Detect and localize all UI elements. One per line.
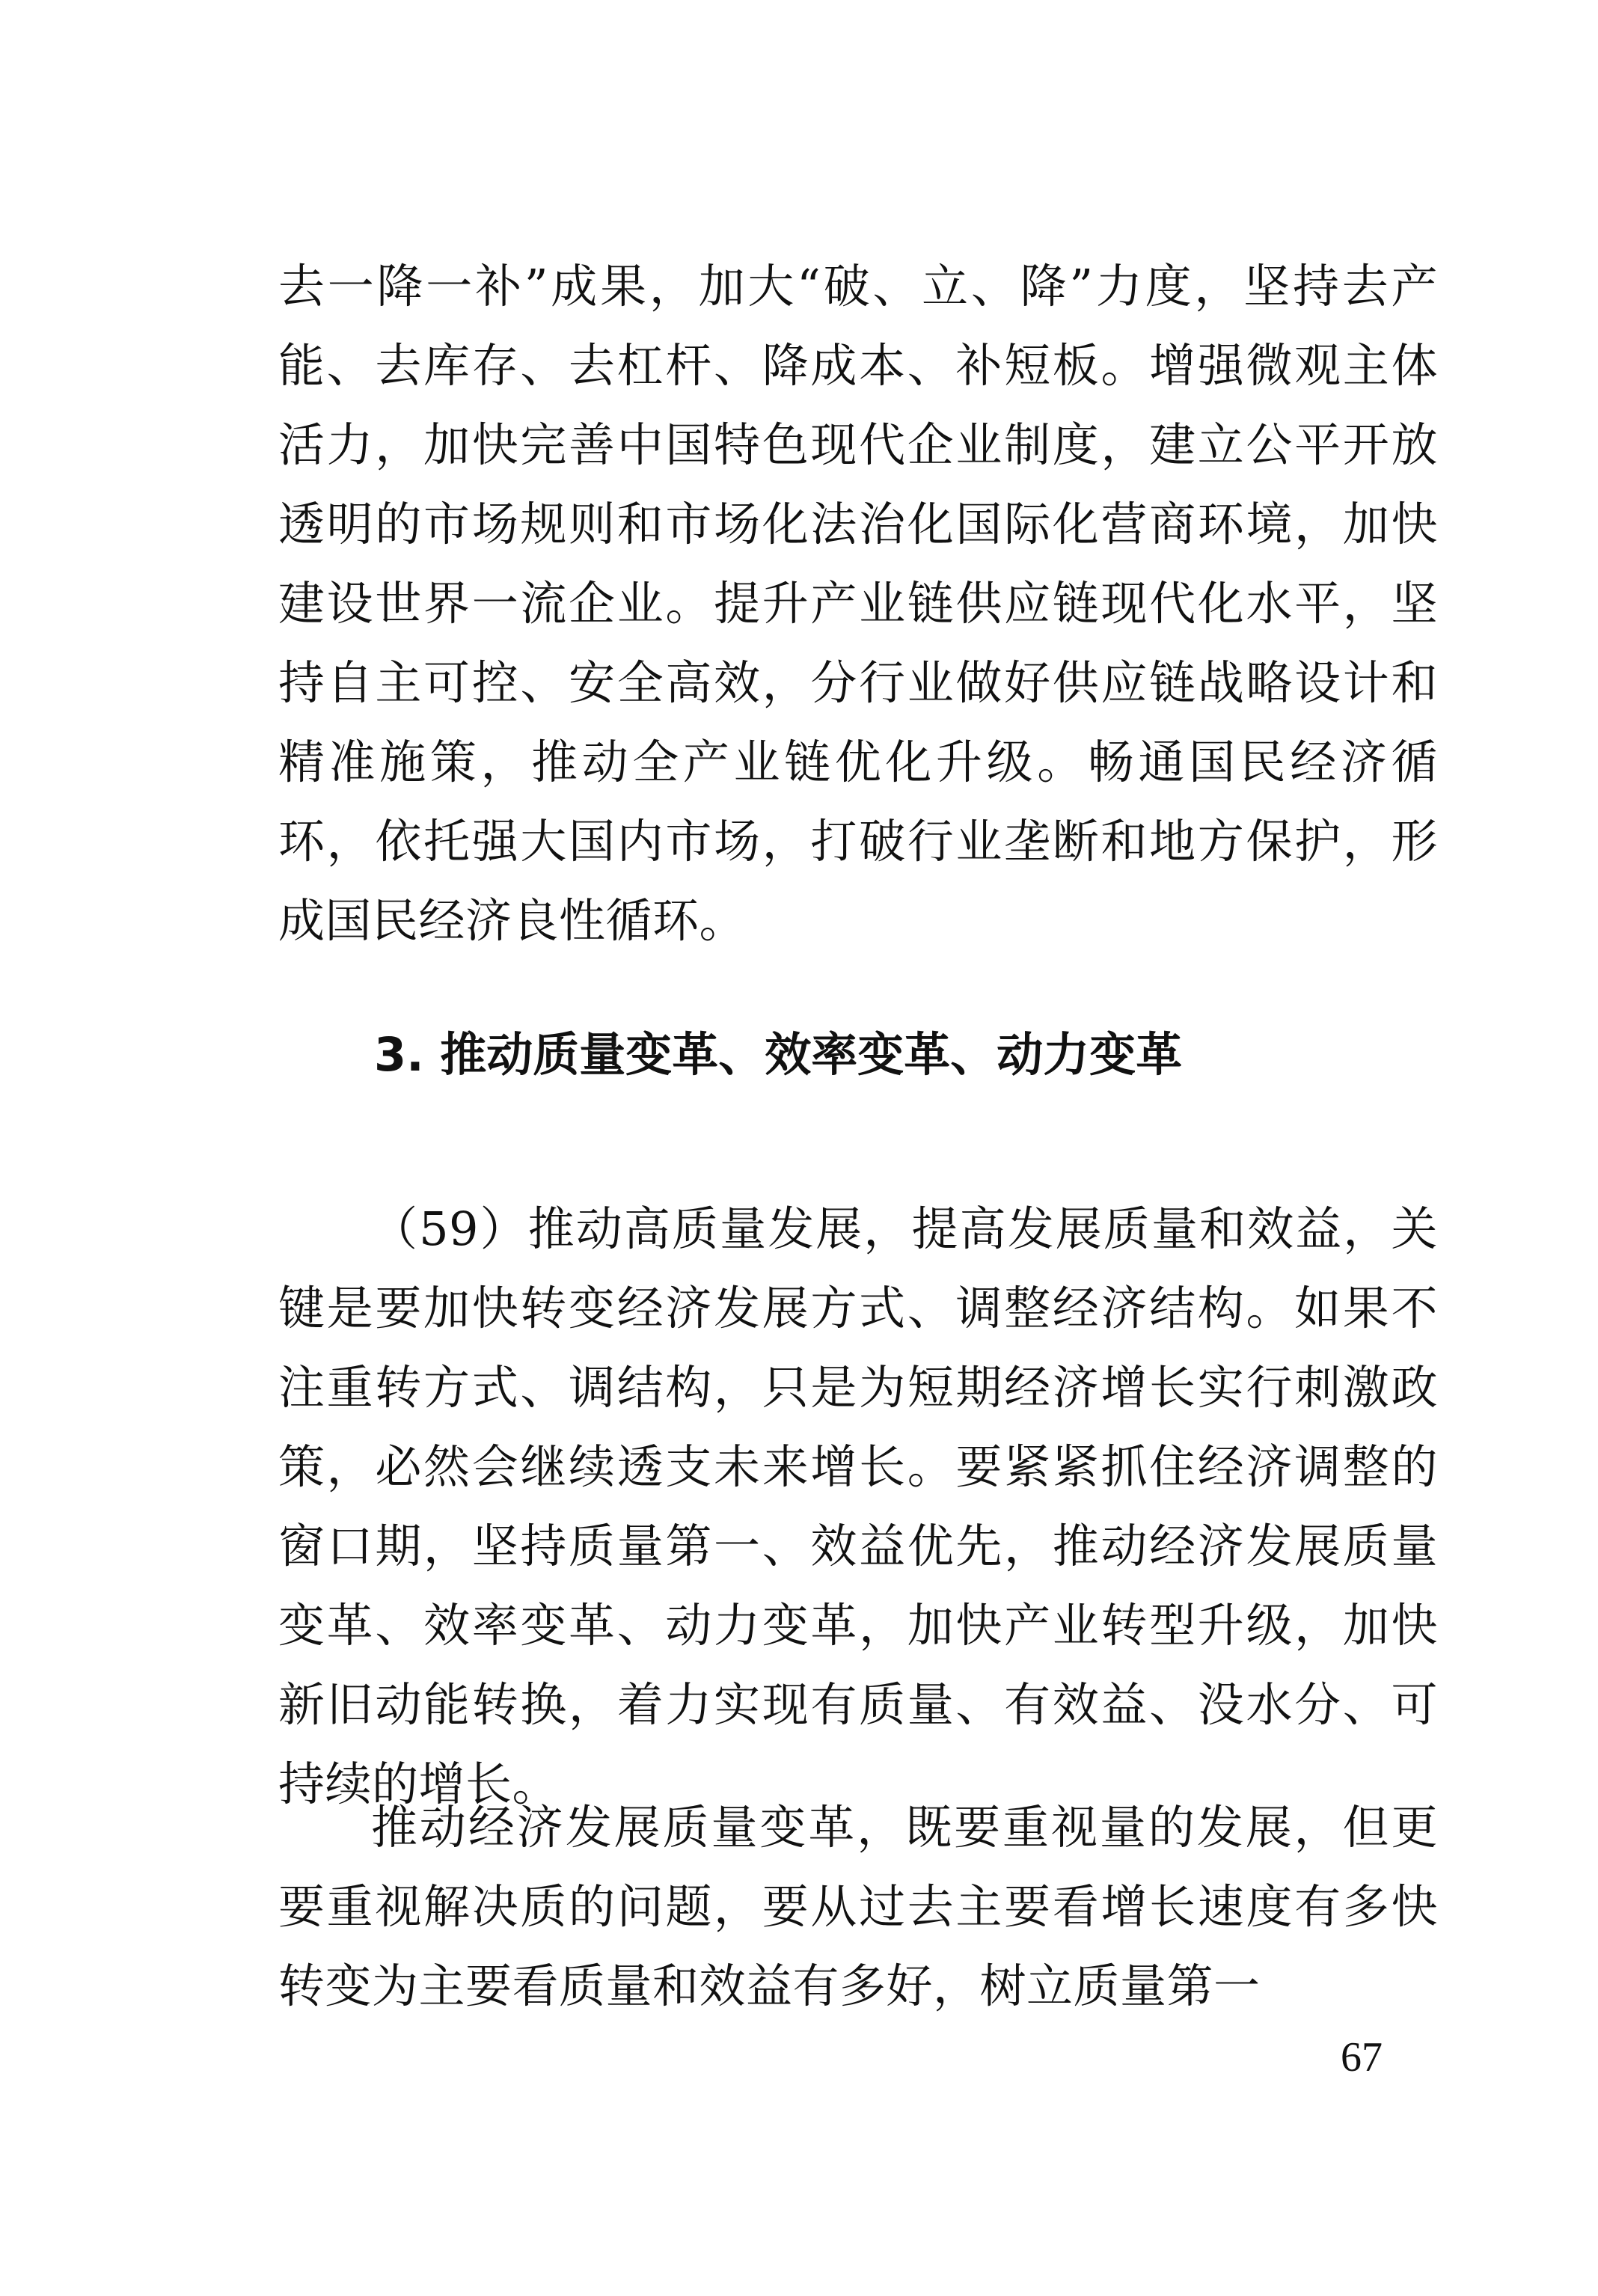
section-heading: 3. 推动质量变革、效率变革、动力变革 [374, 1027, 1183, 1082]
paragraph-59: （59）推动高质量发展，提高发展质量和效益，关键是要加快转变经济发展方式、调整经济结构。如果不注重转方式、调结构，只是为短期经济增长实行刺激政策，必然会继续透支未来增长。要紧紧抓住经济调整的窗口期，坚持质量第一、效益优先，推动经济发展质量变革、效率变革、动力变革，加快产业转型升级，加快新旧动能转换，着力实现有质量、有效益、没水分、可持续的增长。 [278, 1201, 1438, 1811]
page-number: 67 [1341, 2034, 1383, 2081]
paragraph-continuation: 去一降一补”成果，加大“破、立、降”力度，坚持去产能、去库存、去杠杆、降成本、补短板。增强微观主体活力，加快完善中国特色现代企业制度，建立公平开放透明的市场规则和市场化法治化国际化营商环境，加快建设世界一流企业。提升产业链供应链现代化水平，坚持自主可控、安全高效，分行业做好供应链战略设计和精准施策，推动全产业链优化升级。畅通国民经济循环，依托强大国内市场，打破行业垄断和地方保护，形成国民经济良性循环。 [278, 259, 1438, 948]
paragraph-quality-reform: 推动经济发展质量变革，既要重视量的发展，但更要重视解决质的问题，要从过去主要看增长速度有多快转变为主要看质量和效益有多好，树立质量第一 [278, 1800, 1438, 2013]
